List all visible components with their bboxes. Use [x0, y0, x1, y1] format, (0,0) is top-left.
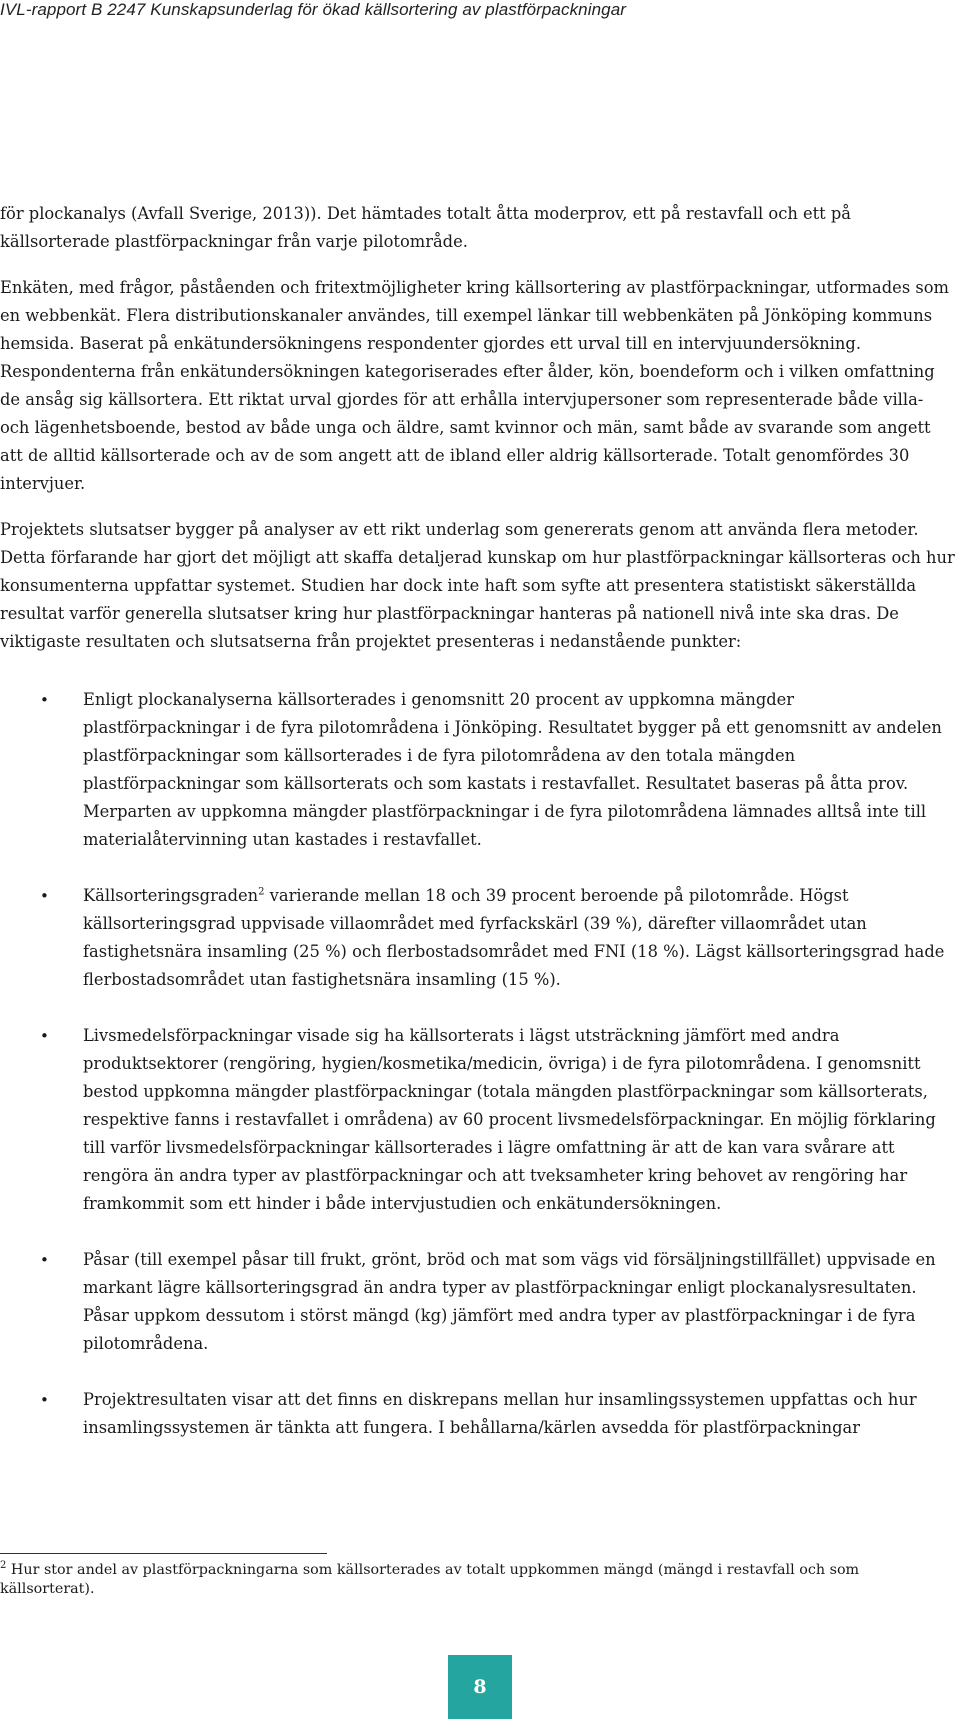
list-item	[0, 686, 956, 854]
bullet-icon: •	[40, 887, 49, 905]
footnote	[0, 1561, 956, 1599]
list-item-text: Projektresultaten visar att det finns en diskrepans mellan hur insamlingssystemen uppfattas och hur insamlingssystemen är tänkta att fungera. I behållarna/kärlen avsedda för plastförpackningar	[83, 1390, 917, 1437]
list-item-text: Enligt plockanalyserna källsorterades i genomsnitt 20 procent av uppkomna mängder plastförpackningar i de fyra pilotområdena i Jönköping. Resultatet bygger på ett genomsnitt av andelen plastförpackningar som källsorterades i de fyra pilotområdena av den totala mängden plastförpackningar som källsorterats och som kastats i restavfallet. Resultatet baseras på åtta prov. Merparten av uppkomna mängder plastförpackningar i de fyra pilotområdena lämnades alltså inte till materialåtervinning utan kastades i restavfallet.	[83, 690, 942, 849]
results-list	[0, 686, 956, 1442]
list-item-lead: Källsorteringsgraden	[83, 886, 259, 905]
list-item	[0, 1022, 956, 1218]
paragraph-2: Enkäten, med frågor, påståenden och fritextmöjligheter kring källsortering av plastförpackningar, utformades som en webbenkät. Flera distributionskanaler användes, till exempel länkar till webbenkäten på Jönköping kommuns hemsida. Baserat på enkätundersökningens respondenter gjordes ett urval till en intervjuundersökning. Respondenterna från enkätundersökningen kategoriserades efter ålder, kön, boendeform och i vilken omfattning de ansåg sig källsortera. Ett riktat urval gjordes för att erhålla intervjupersoner som representerade både villa- och lägenhetsboende, bestod av både unga och äldre, samt kvinnor och män, samt både av svarande som angett att de alltid källsorterade och av de som angett att de ibland eller aldrig källsorterade. Totalt genomfördes 30 intervjuer.	[0, 278, 949, 493]
page-number: 8	[473, 1676, 487, 1698]
footnote-reference: 2	[258, 886, 265, 898]
footnote-divider	[0, 1553, 327, 1554]
list-item	[0, 1246, 956, 1358]
list-item	[0, 1386, 956, 1442]
bullet-icon: •	[40, 1391, 49, 1409]
list-item-text: varierande mellan 18 och 39 procent beroende på pilotområde. Högst källsorteringsgrad uppvisade villaområdet med fyrfackskärl (39 %), därefter villaområdet utan fastighetsnära insamling (25 %) och flerbostadsområdet med FNI (18 %). Lägst källsorteringsgrad hade flerbostadsområdet utan fastighetsnära insamling (15 %).	[83, 886, 945, 989]
footnote-marker: 2	[0, 1560, 7, 1572]
footnote-text: Hur stor andel av plastförpackningarna som källsorterades av totalt uppkommen mängd (mängd i restavfall och som källsorterat).	[0, 1562, 860, 1597]
list-item-text: Påsar (till exempel påsar till frukt, grönt, bröd och mat som vägs vid försäljningstillfället) uppvisade en markant lägre källsorteringsgrad än andra typer av plastförpackningar enligt plockanalysresultaten. Påsar uppkom dessutom i störst mängd (kg) jämfört med andra typer av plastförpackningar i de fyra pilotområdena.	[83, 1250, 936, 1353]
report-header: IVL-rapport B 2247 Kunskapsunderlag för ökad källsortering av plastförpackningar	[0, 0, 627, 19]
bullet-icon: •	[40, 691, 49, 709]
bullet-icon: •	[40, 1027, 49, 1045]
list-item-text: Livsmedelsförpackningar visade sig ha källsorterats i lägst utsträckning jämfört med andra produktsektorer (rengöring, hygien/kosmetika/medicin, övriga) i de fyra pilotområdena. I genomsnitt bestod uppkomna mängder plastförpackningar (totala mängden plastförpackningar som källsorterats, respektive fanns i restavfallet i områdena) av 60 procent livsmedelsförpackningar. En möjlig förklaring till varför livsmedelsförpackningar källsorterades i lägre omfattning är att de kan vara svårare att rengöra än andra typer av plastförpackningar och att tveksamheter kring behovet av rengöring har framkommit som ett hinder i både intervjustudien och enkätundersökningen.	[83, 1026, 936, 1213]
page-number-box	[448, 1655, 512, 1719]
bullet-icon: •	[40, 1251, 49, 1269]
body-content	[0, 200, 956, 1470]
paragraph-1: för plockanalys (Avfall Sverige, 2013)). Det hämtades totalt åtta moderprov, ett på restavfall och ett på källsorterade plastförpackningar från varje pilotområde.	[0, 204, 852, 251]
list-item	[0, 882, 956, 994]
paragraph-3: Projektets slutsatser bygger på analyser av ett rikt underlag som genererats genom att använda flera metoder. Detta förfarande har gjort det möjligt att skaffa detaljerad kunskap om hur plastförpackningar källsorteras och hur konsumenterna uppfattar systemet. Studien har dock inte haft som syfte att presentera statistiskt säkerställda resultat varför generella slutsatser kring hur plastförpackningar hanteras på nationell nivå inte ska dras. De viktigaste resultaten och slutsatserna från projektet presenteras i nedanstående punkter:	[0, 520, 955, 651]
